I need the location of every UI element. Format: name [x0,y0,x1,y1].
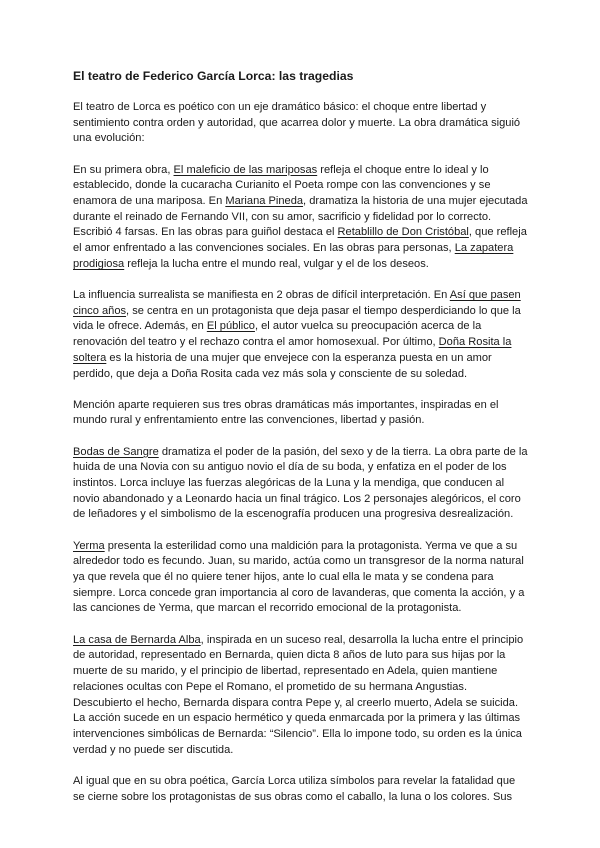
paragraph-surrealist: La influencia surrealista se manifiesta en 2 obras de difícil interpretación. En Así que pasen cinco años, se centra en un protagonista que deja pasar el tiempo desperdiciando lo que la vida le ofrece. Además, en El público, el autor vuelca su preocupación acerca de la renovación del teatro y el rechazo contra el amor homosexual. Por último, Doña Rosita la soltera es la historia de una mujer que envejece con la esperanza puesta en un amor perdido, que deja a Doña Rosita cada vez más sola y consciente de su soledad. [73,289,521,380]
link-bodas-de-sangre[interactable]: Bodas de Sangre [73,445,159,458]
paragraph-symbols: Al igual que en su obra poética, García Lorca utiliza símbolos para revelar la fatalidad que se cierne sobre los protagonistas de sus obras como el caballo, la luna o los colores. Sus [73,774,516,803]
link-el-maleficio[interactable]: El maleficio de las mariposas [173,163,318,176]
link-retablillo[interactable]: Retablillo de Don Cristóbal [337,226,469,239]
link-la-casa-de-bernarda-alba[interactable]: La casa de Bernarda Alba [73,633,201,646]
link-zapatera[interactable]: La zapatera prodigiosa [73,242,514,270]
intro-paragraph: El teatro de Lorca es poético con un eje dramático básico: el choque entre libertad y sentimiento contra orden y autoridad, que acarrea dolor y muerte. La obra dramática siguió una evolución: [73,101,521,145]
document-title: El teatro de Federico García Lorca: las tragedias [73,69,354,83]
link-asi-que-pasen[interactable]: Así que pasen cinco años [73,289,521,317]
link-mariana-pineda[interactable]: Mariana Pineda [225,195,304,208]
link-yerma[interactable]: Yerma [73,539,105,552]
link-el-publico[interactable]: El público [206,320,255,333]
document-body [73,68,529,821]
paragraph-rural-trilogy: Mención aparte requieren sus tres obras dramáticas más importantes, inspiradas en el mundo rural y enfrentamiento entre las convenciones, libertad y pasión. [73,398,499,427]
paragraph-bernarda: La casa de Bernarda Alba, inspirada en un suceso real, desarrolla la lucha entre el principio de autoridad, representado en Bernarda, quien dicta 8 años de luto para sus hijas por la muerte de su marido, y el principio de libertad, representado en Adela, quien mantiene relaciones ocultas con Pepe el Romano, el prometido de su hermana Angustias. Descubierto el hecho, Bernarda dispara contra Pepe y, al creerlo muerto, Adela se suicida. La acción sucede en un espacio hermético y queda enmarcada por la primera y las últimas intervenciones simbólicas de Bernarda: “Silencio”. Ella lo impone todo, su orden es la única verdad y no puede ser discutida. [73,633,524,756]
link-dona-rosita[interactable]: Doña Rosita la soltera [73,336,512,364]
paragraph-bodas: Bodas de Sangre dramatiza el poder de la pasión, del sexo y de la tierra. La obra parte de la huida de una Novia con su antiguo novio el día de su boda, y enfatiza en el poder de los instintos. Lorca incluye las fuerzas alegóricas de la Luna y la mendiga, que conducen al novio abandonado y a Leonardo hacia un final trágico. Los 2 personajes alegóricos, el coro de leñadores y el simbolismo de la escenografía producen una progresiva desrealización. [73,445,528,521]
paragraph-early-works: En su primera obra, El maleficio de las mariposas refleja el choque entre lo ideal y lo establecido, donde la cucaracha Curianito el Poeta rompe con las convenciones y se enamora de una mariposa. En Mariana Pineda, dramatiza la historia de una mujer ejecutada durante el reinado de Fernando VII, con su amor, sacrificio y fidelidad por lo correcto. Escribió 4 farsas. En las obras para guiñol destaca el Retablillo de Don Cristóbal, que refleja el amor enfrentado a las convenciones sociales. En las obras para personas, La zapatera prodigiosa refleja la lucha entre el mundo real, vulgar y el de los deseos. [73,163,528,270]
paragraph-yerma: Yerma presenta la esterilidad como una maldición para la protagonista. Yerma ve que a su alrededor todo es fecundo. Juan, su marido, actúa como un transgresor de la norma natural ya que revela que él no quiere tener hijos, ante lo cual ella le mata y se condena para siempre. Lorca concede gran importancia al coro de lavanderas, que comenta la acción, y a las canciones de Yerma, que marcan el recorrido emocional de la protagonista. [73,539,525,615]
